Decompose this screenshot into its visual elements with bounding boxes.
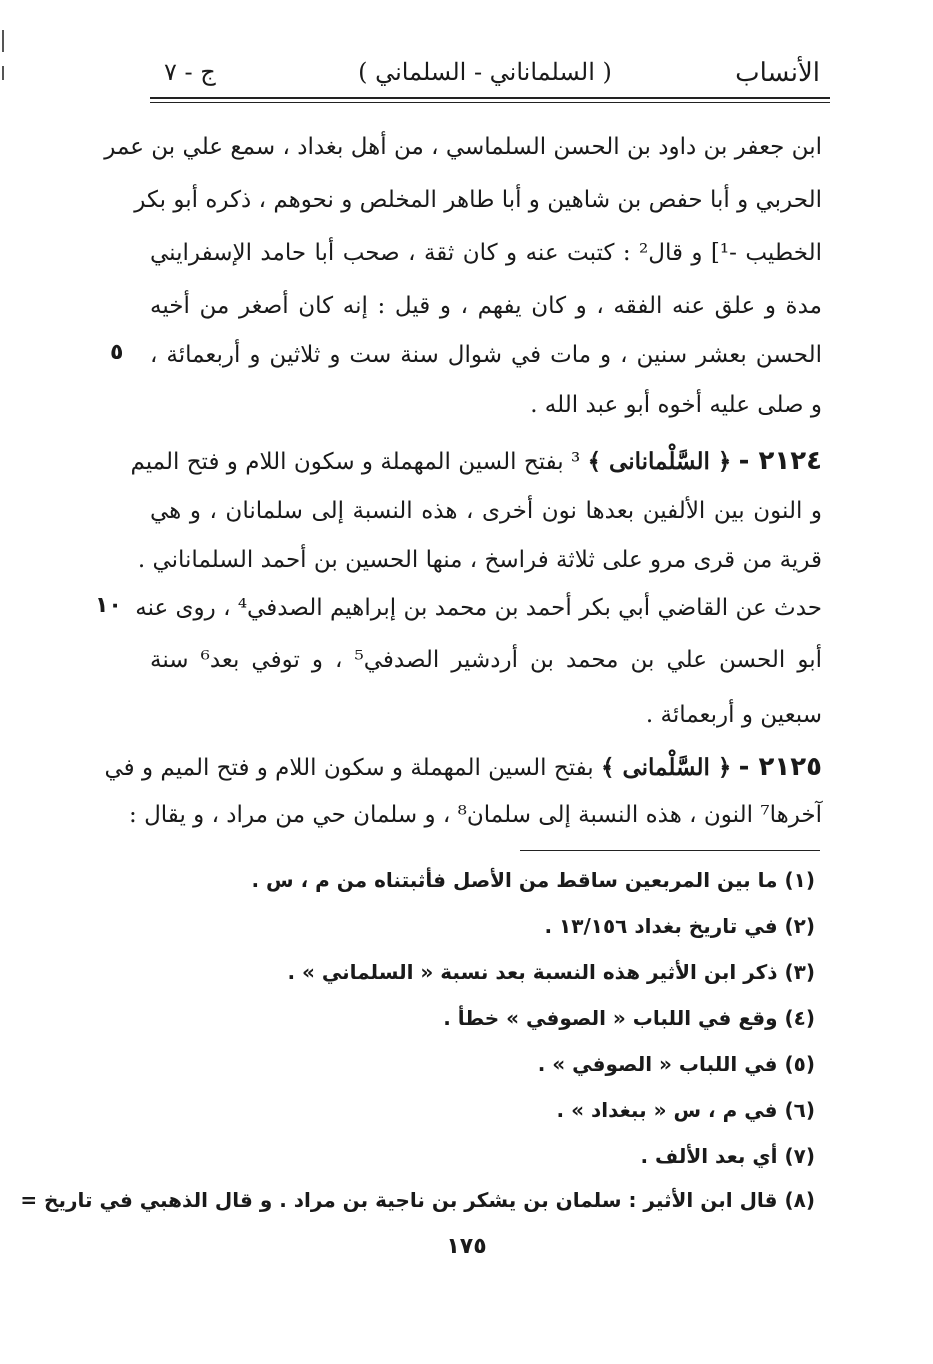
entry-title: ﴿ السَّلْمانانی ﴾ (587, 448, 732, 475)
text-line: آخرها⁷ النون ، هذه النسبة إلى سلمان⁸ ، و سلمان حي من مراد ، و يقال : (129, 802, 822, 828)
footnote: (٦) في م ، س « ببغداد » . (556, 1098, 815, 1122)
margin-line-number: ١٠ (95, 593, 122, 618)
entry-text: بفتح السين المهملة و سكون اللام و فتح الميم و في (104, 755, 594, 781)
footnote: (٣) ذكر ابن الأثير هذه النسبة بعد نسبة « السلماني » . (287, 960, 815, 984)
text-line: ابن جعفر بن داود بن الحسن السلماسي ، من أهل بغداد ، سمع علي بن عمر (104, 134, 822, 160)
text-line: سبعين و أربعمائة . (645, 702, 822, 728)
entry-2125-heading (104, 752, 822, 783)
header-rule (150, 97, 830, 99)
text-line: الحربي و أبا حفص بن شاهين و أبا طاهر المخلص و نحوهم ، ذكره أبو بكر (134, 187, 822, 213)
scan-edge-mark (2, 30, 4, 52)
footnote: (٤) وقع في اللباب « الصوفي » خطأ . (443, 1006, 815, 1030)
margin-line-number: ٥ (110, 340, 124, 365)
page-number: ١٧٥ (446, 1234, 487, 1259)
footnote-rule (520, 850, 820, 851)
entry-text: ³ بفتح السين المهملة و سكون اللام و فتح الميم (130, 449, 581, 475)
text-line: أبو الحسن علي بن محمد بن أردشير الصدفي⁵ ، و توفي بعد⁶ سنة (150, 647, 822, 673)
text-line: الحسن بعشر سنين ، و مات في شوال سنة ست و ثلاثين و أربعمائة ، (150, 342, 822, 368)
entry-number: ٢١٢٥ - (738, 752, 822, 782)
footnote: (٢) في تاريخ بغداد ١٣/١٥٦ . (544, 914, 815, 938)
footnote: (٨) قال ابن الأثير : سلمان بن يشكر بن ناجية بن مراد . و قال الذهبي في تاريخ = (20, 1188, 815, 1212)
text-line: و النون بين الألفين بعدها نون أخرى ، هذه النسبة إلى سلمانان ، و هي (150, 498, 822, 524)
entry-title: ﴿ السَّلْمانی ﴾ (600, 754, 732, 781)
header-volume: ج - ٧ (164, 58, 216, 86)
text-line: قرية من قرى مرو على ثلاثة فراسخ ، منها الحسين بن أحمد السلماناني . (137, 547, 822, 573)
text-line: و صلى عليه أخوه أبو عبد الله . (530, 392, 822, 418)
running-header (150, 50, 820, 90)
entry-2124-heading (130, 446, 822, 477)
footnote: (٧) أي بعد الألف . (640, 1144, 815, 1168)
footnote: (٥) في اللباب « الصوفي » . (537, 1052, 815, 1076)
entry-number: ٢١٢٤ - (738, 446, 822, 476)
header-rule-thin (150, 102, 830, 103)
text-line: حدث عن القاضي أبي بكر أحمد بن محمد بن إبراهيم الصدفي⁴ ، روى عنه (135, 595, 822, 621)
header-book-title: الأنساب (735, 58, 820, 88)
text-line: الخطيب -¹] و قال² : كتبت عنه و كان ثقة ، صحب أبا حامد الإسفرايني (150, 240, 822, 266)
header-section-title: ( السلماناني - السلماني ) (358, 58, 612, 86)
scan-edge-mark (2, 66, 4, 80)
text-line: مدة و علق عنه الفقه ، و كان يفهم ، و قيل : إنه كان أصغر من أخيه (150, 293, 822, 319)
footnote: (١) ما بين المربعين ساقط من الأصل فأثبتناه من م ، س . (251, 868, 815, 892)
